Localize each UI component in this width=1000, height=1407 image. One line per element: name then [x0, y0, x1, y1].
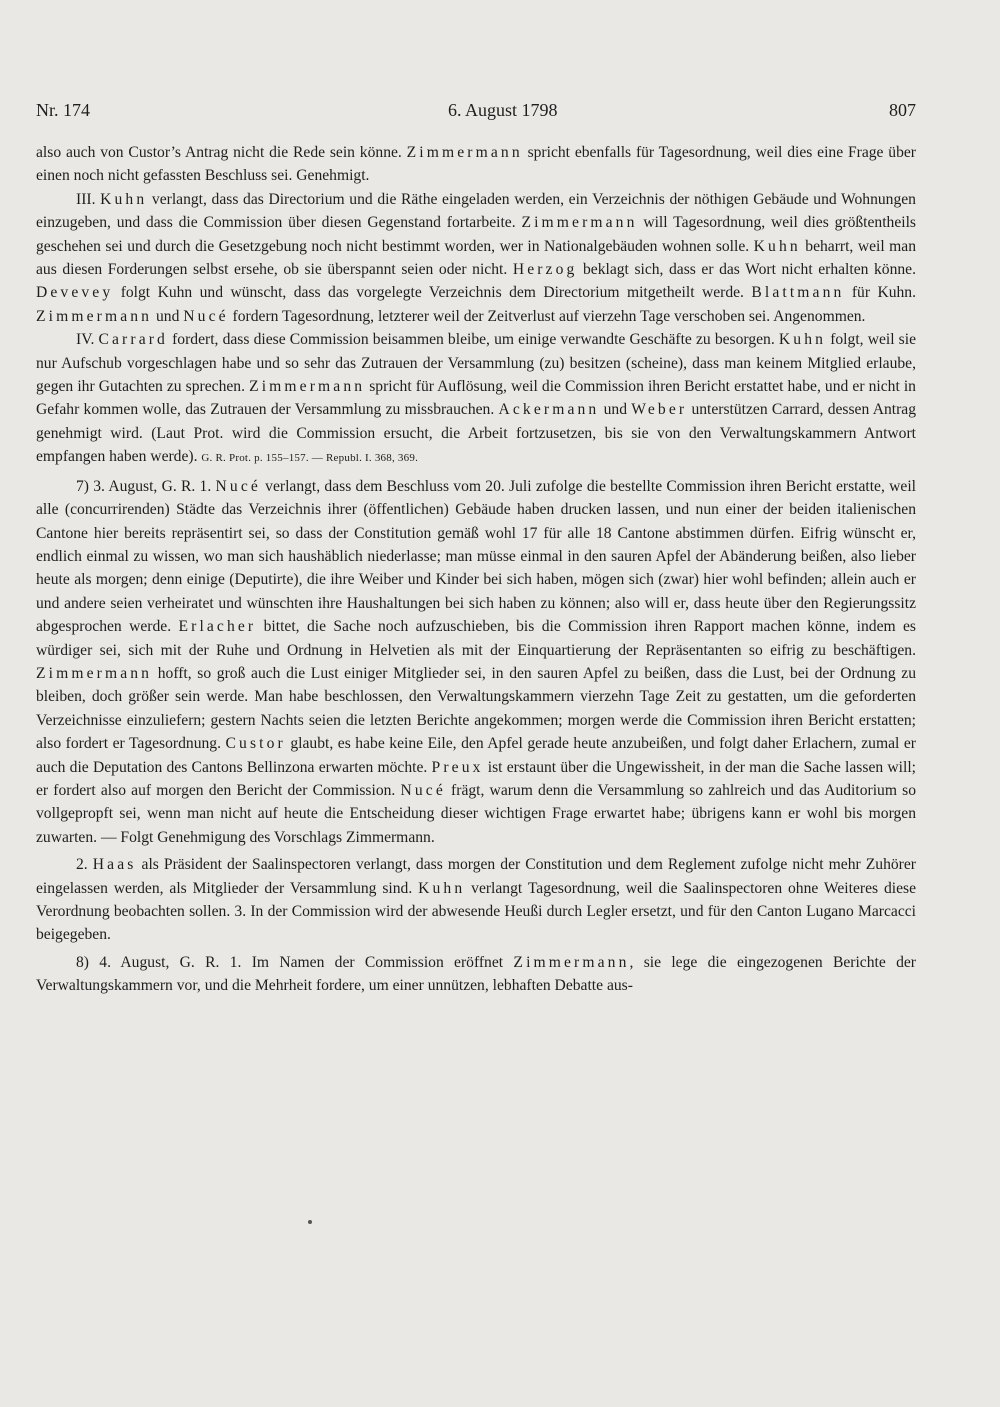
- paragraph: [36, 951, 916, 998]
- speaker-name: Nucé: [183, 307, 229, 325]
- text-run: also auch von Custor’s Antrag nicht die Rede sein könne.: [36, 144, 407, 161]
- text-run: als Präsident der Saalinspectoren verlangt, dass morgen der Constitution und dem Reglement zufolge nicht mehr Zuhörer eingelassen werden, als Mitglieder der Versammlung sind.: [36, 856, 916, 897]
- text-run: spricht ebenfalls für Tagesordnung, weil dies eine Frage über einen noch nicht gefassten Beschluss sei. Genehmigt.: [36, 144, 916, 185]
- ink-speck: [308, 1220, 312, 1224]
- text-run: frägt, warum denn die Versammlung so zahlreich und das Auditorium so vollgepropft sei, wenn man nicht auf heute die Entscheidung dieser wichtigen Frage erwartet habe; übrigens kann er wohl bis morgen zuwarten. — Folgt Genehmigung des Vorschlags Zimmermann.: [36, 781, 916, 846]
- speaker-name: Haas: [92, 856, 137, 874]
- paragraph: [36, 328, 916, 470]
- text-run: beharrt, weil man aus diesen Forderungen selbst ersehe, ob sie überspannt seien oder nicht.: [36, 237, 916, 279]
- text-run: und: [152, 307, 184, 325]
- page-header: [36, 100, 916, 126]
- speaker-name: Zimmermann: [249, 378, 366, 396]
- speaker-name: Nucé: [215, 477, 261, 495]
- speaker-name: Herzog: [512, 261, 578, 279]
- text-run: 8) 4. August, G. R. 1. Im Namen der Commission eröffnet: [76, 953, 514, 971]
- speaker-name: Kuhn: [778, 331, 827, 349]
- text-run: III.: [76, 190, 101, 208]
- speaker-name: Nucé: [400, 781, 446, 799]
- speaker-name: Zimmermann: [406, 144, 523, 161]
- text-run: verlangt Tagesordnung, weil die Saalinspectoren ohne Weiteres diese Verordnung beobachten sollen. 3. In der Commission wird der abwesende Heußi durch Legler ersetzt, und für den Canton Lugano Marcacci beigegeben.: [36, 879, 916, 944]
- text-run: fordert, dass diese Commission beisammen bleibe, um einige verwandte Geschäfte zu besorgen.: [167, 331, 779, 349]
- text-run: verlangt, dass das Directorium und die Räthe eingeladen werden, ein Verzeichnis der nöthigen Gebäude und Wohnungen einzugeben, und dass die Commission über diesen Gegenstand fortarbeite.: [36, 190, 916, 232]
- text-run: 2.: [76, 856, 93, 874]
- text-run: IV.: [76, 331, 99, 349]
- text-run: glaubt, es habe keine Eile, den Apfel gerade heute anzubeißen, und folgt daher Erlachern, zumal er auch die Deputation des Cantons Bellinzona erwarten möchte.: [36, 735, 916, 776]
- speaker-name: Carrard: [98, 331, 168, 349]
- text-run: 7) 3. August, G. R. 1.: [76, 477, 216, 495]
- speaker-name: Ackermann: [498, 401, 600, 419]
- paragraph: [36, 475, 916, 850]
- speaker-name: Kuhn: [753, 237, 801, 255]
- speaker-name: Blattmann: [751, 284, 845, 302]
- text-run: und: [599, 401, 632, 419]
- text-run: will Tagesordnung, weil dies größtentheils geschehen sei und durch die Gesetzgebung noch nicht bestimmt worden, wer in Nationalgebäuden wohnen solle.: [36, 214, 917, 255]
- speaker-name: Custor: [225, 735, 286, 753]
- text-run: unterstützen Carrard, dessen Antrag genehmigt wird. (Laut Prot. wird die Commission ersucht, die Arbeit fortzusetzen, bis sie von den Verwaltungskammern Antwort empfangen haben werde).: [36, 401, 916, 466]
- document-number: Nr. 174: [36, 100, 90, 120]
- speaker-name: Preux: [431, 758, 484, 776]
- header-date: 6. August 1798: [448, 100, 558, 120]
- text-run: bittet, die Sache noch aufzuschieben, bis die Commission ihren Rapport machen könne, indem es würdiger sei, sich mit der Ruhe und Ordnung in Helvetien als mit der Einquartierung der Repräsentanten so eifrig zu beschäftigen.: [36, 618, 916, 659]
- speaker-name: Zimmermann: [521, 214, 638, 232]
- speaker-name: Devevey: [36, 284, 114, 302]
- body-text: [36, 141, 916, 998]
- text-run: beklagt sich, dass er das Wort nicht erhalten könne.: [577, 261, 917, 279]
- paragraph: [36, 141, 916, 188]
- text-run: spricht für Auflösung, weil die Commission ihren Bericht erstattet habe, und er nicht in Gefahr kommen wolle, das Zutrauen der Versammlung zu missbrauchen.: [36, 378, 916, 419]
- speaker-name: Zimmermann: [36, 307, 153, 325]
- text-run: fordern Tagesordnung, letzterer weil der Zeitverlust auf vierzehn Tage verschoben sei. Angenommen.: [228, 307, 866, 325]
- speaker-name: Kuhn: [418, 879, 466, 897]
- text-run: folgt Kuhn und wünscht, dass das vorgelegte Verzeichnis dem Directorium mitgetheilt werde.: [113, 284, 752, 302]
- text-run: für Kuhn.: [844, 284, 917, 302]
- source-reference: G. R. Prot. p. 155–157. — Republ. I. 368, 369.: [201, 452, 419, 465]
- speaker-name: Zimmermann: [513, 953, 630, 971]
- text-run: , sie lege die eingezogenen Berichte der Verwaltungskammern vor, und die Mehrheit fordere, um einer unnützen, lebhaften Debatte aus-: [36, 953, 916, 995]
- paragraph: [36, 853, 916, 947]
- text-run: folgt, weil sie nur Aufschub vorgeschlagen habe und so sehr das Zutrauen der Versammlung (zu) besitzen (scheine), dass man keinem Mitglied erlaube, gegen ihr Gutachten zu sprechen.: [36, 331, 917, 396]
- paragraph: [36, 188, 916, 328]
- speaker-name: Zimmermann: [36, 664, 153, 682]
- text-run: ist erstaunt über die Ungewissheit, in der man die Sache lassen will; er fordert also auf morgen den Bericht der Commission.: [36, 758, 916, 799]
- text-run: hofft, so groß auch die Lust einiger Mitglieder sei, in den sauren Apfel zu beißen, dass die Lust, bei der Ordnung zu bleiben, doch größer sein werde. Man habe beschlossen, den Verwaltungskammern vierzehn Tage Zeit zu gestatten, um die geforderten Verzeichnisse einzuliefern; gestern Nachts seien die letzten Berichte angekommen; morgen werde die Commission ihren Bericht erstatten; also fordert er Tagesordnung.: [36, 664, 916, 753]
- text-run: verlangt, dass dem Beschluss vom 20. Juli zufolge die bestellte Commission ihren Bericht erstatte, weil alle (concurrirenden) Städte das Verzeichnis ihrer (öffentlichen) Gebäude haben drucken lassen, und nun einer der beiden italienischen Cantone hier bereits repräsentirt sei, so dass der Constitution gemäß wohl 17 für alle 18 Cantone abstimmen dürfen. Eifrig wünscht er, endlich einmal zu wissen, wo man sich haushäblich niederlasse; man müsse einmal in den sauren Apfel der Abänderung beißen, also lieber heute als morgen; denn einige (Deputirte), die ihre Weiber und Kinder bei sich haben, mögen sich (zwar) hier wohl befinden; allein auch er und andere seien verheiratet und wünschten ihre Haushaltungen bei sich haben zu können; also will er, dass heute über den Regierungssitz abgesprochen werde.: [36, 477, 916, 636]
- speaker-name: Weber: [631, 401, 688, 419]
- speaker-name: Erlacher: [178, 618, 257, 636]
- speaker-name: Kuhn: [100, 190, 148, 208]
- page-number: 807: [889, 100, 916, 120]
